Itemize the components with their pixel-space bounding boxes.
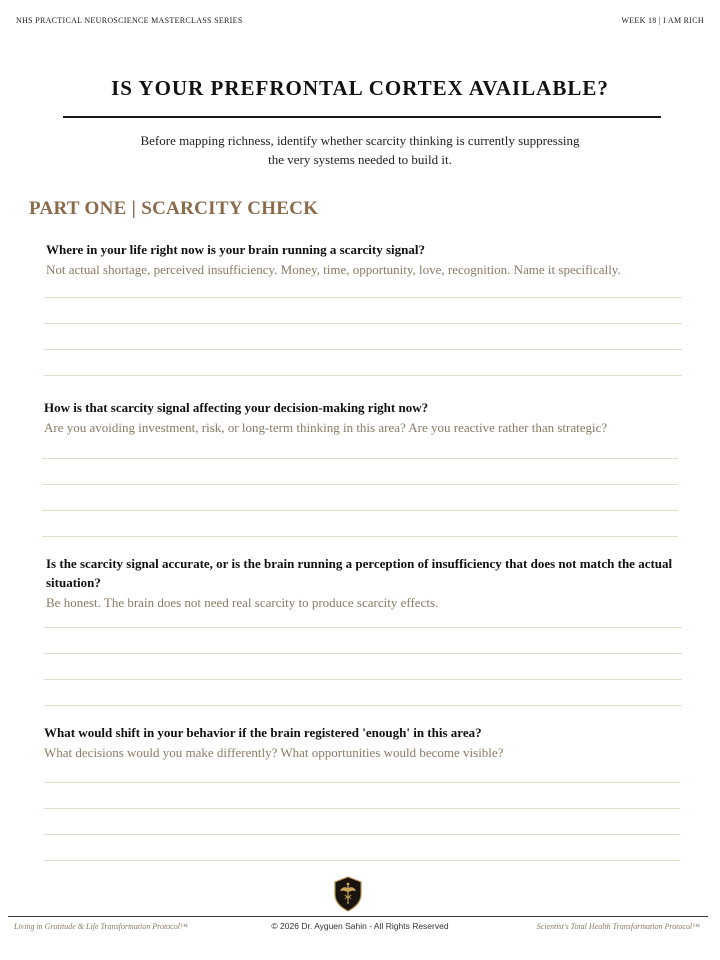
question-3-text: Is the scarcity signal accurate, or is the brain running a perception of insufficiency that does not match the actual situation?	[46, 556, 673, 590]
answer-line	[44, 782, 680, 783]
answer-line	[44, 349, 682, 350]
footer-divider	[8, 916, 708, 917]
intro-line-1: Before mapping richness, identify whether scarcity thinking is currently suppressing	[140, 133, 580, 148]
copyright-text: © 2026 Dr. Ayguen Sahin - All Rights Reserved	[271, 921, 449, 931]
answer-line	[44, 679, 682, 680]
answer-line	[44, 834, 680, 835]
answer-line	[44, 705, 682, 706]
question-2-text: How is that scarcity signal affecting your decision-making right now?	[44, 400, 429, 415]
week-label: WEEK 18 | I AM RICH	[621, 16, 704, 25]
answer-line	[42, 458, 678, 459]
intro-text	[100, 131, 620, 169]
answer-area-2[interactable]	[42, 458, 678, 459]
page-title: IS YOUR PREFRONTAL CORTEX AVAILABLE?	[111, 76, 609, 100]
answer-line	[44, 808, 680, 809]
title-divider	[63, 116, 661, 118]
answer-line	[44, 627, 682, 628]
answer-line	[44, 653, 682, 654]
question-1-hint: Not actual shortage, perceived insufficiency. Money, time, opportunity, love, recognition. Name it specifically.	[46, 262, 621, 277]
shield-logo-icon	[333, 876, 363, 912]
footer-right-text: Scientist's Total Health Transformation Protocol™	[536, 922, 700, 931]
question-1	[46, 240, 686, 279]
answer-line	[42, 536, 678, 537]
answer-line	[42, 484, 678, 485]
question-3-hint: Be honest. The brain does not need real scarcity to produce scarcity effects.	[46, 595, 439, 610]
answer-area-1[interactable]	[44, 297, 682, 298]
answer-line	[42, 510, 678, 511]
series-label: NHS PRACTICAL NEUROSCIENCE MASTERCLASS SERIES	[16, 16, 243, 25]
question-4-text: What would shift in your behavior if the brain registered 'enough' in this area?	[44, 725, 482, 740]
question-2	[44, 398, 694, 437]
answer-line	[44, 297, 682, 298]
footer-left-text: Living in Gratitude & Life Transformation Protocol™	[14, 922, 188, 931]
answer-area-3[interactable]	[44, 627, 682, 628]
question-2-hint: Are you avoiding investment, risk, or long-term thinking in this area? Are you reactive rather than strategic?	[44, 420, 608, 435]
answer-line	[44, 323, 682, 324]
question-4	[44, 723, 684, 762]
answer-area-4[interactable]	[44, 782, 680, 783]
answer-line	[44, 860, 680, 861]
question-1-text: Where in your life right now is your brain running a scarcity signal?	[46, 242, 425, 257]
question-4-hint: What decisions would you make differently? What opportunities would become visible?	[44, 745, 504, 760]
answer-line	[44, 375, 682, 376]
intro-line-2: the very systems needed to build it.	[268, 152, 452, 167]
section-heading: PART ONE | SCARCITY CHECK	[29, 198, 319, 219]
question-3	[46, 554, 676, 612]
